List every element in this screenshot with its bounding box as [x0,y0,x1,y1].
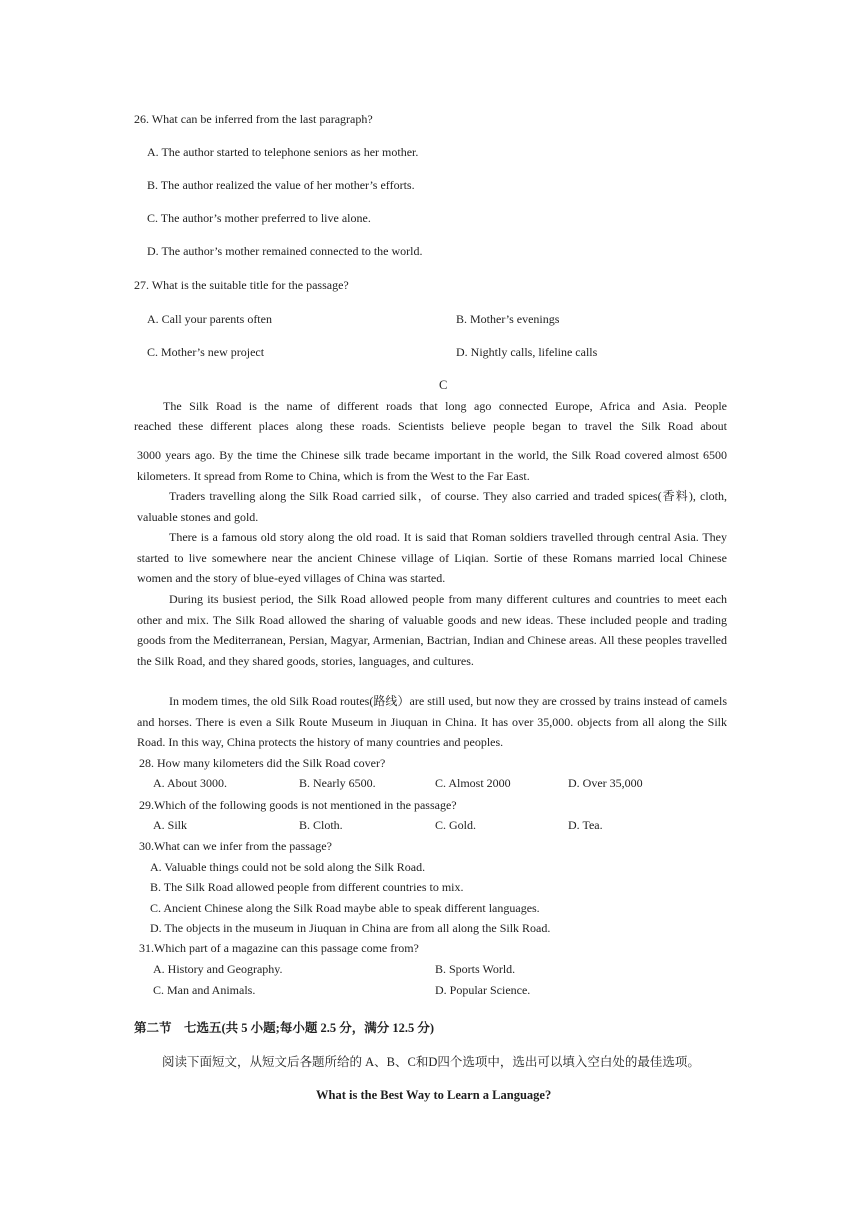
section2-heading: 第二节 七选五(共 5 小题;每小题 2.5 分，满分 12.5 分) [134,1021,434,1035]
q31-stem: 31.Which part of a magazine can this passage come from? [139,941,419,955]
q31-option-c: C. Man and Animals. [153,983,256,997]
section2-passage-title: What is the Best Way to Learn a Language? [316,1088,552,1102]
q29-option-a: A. Silk [153,818,188,832]
q27-option-d: D. Nightly calls, lifeline calls [456,345,598,359]
q31-option-b: B. Sports World. [435,962,516,976]
q26-option-c: C. The author’s mother preferred to live alone. [147,211,371,225]
passage-p1-cont: 3000 years ago. By the time the Chinese silk trade became important in the world, the Silk Road covered almost 6500 kilometers. It spread from Rome to China, which is from the West to the Far East. [137,448,727,483]
passage-p1-line2: reached these different places along these roads. Scientists believe people began to travel the Silk Road about [134,419,727,433]
q29-option-b: B. Cloth. [299,818,343,832]
passage-p5: In modem times, the old Silk Road routes(路线）are still used, but now they are crossed by trains instead of camels and horses. There is even a Silk Route Museum in Jiuquan in China. It has over 35,000. objects from all along the Silk Road. In this way, China protects the history of many countries and peoples. [137,694,727,749]
q26-stem: 26. What can be inferred from the last paragraph? [134,112,373,126]
q29-option-d: D. Tea. [568,818,603,832]
passage-p4: During its busiest period, the Silk Road allowed people from many different cultures and countries to meet each other and mix. The Silk Road allowed the sharing of valuable goods and new ideas. These included people and trading goods from the Mediterranean, Persian, Magyar, Armenian, Bactrian, Indian and Chinese areas. All these peoples travelled the Silk Road, and they shared goods, stories, languages, and cultures. [137,592,727,668]
q30-option-c: C. Ancient Chinese along the Silk Road maybe able to speak different languages. [150,901,540,915]
q29-stem: 29.Which of the following goods is not mentioned in the passage? [139,798,457,812]
q31-option-a: A. History and Geography. [153,962,283,976]
q27-option-a: A. Call your parents often [147,312,272,326]
passage-p3: There is a famous old story along the old road. It is said that Roman soldiers travelled through central Asia. They started to live somewhere near the ancient Chinese village of Liqian. Sortie of these Romans married local Chinese women and the story of blue-eyed villages of China was started. [137,530,727,585]
q31-option-d: D. Popular Science. [435,983,531,997]
q28-option-b: B. Nearly 6500. [299,776,376,790]
passage-letter: C [439,378,448,392]
q27-option-b: B. Mother’s evenings [456,312,560,326]
section2-instruction: 阅读下面短文，从短文后各题所给的 A、B、C和D四个选项中，选出可以填入空白处的最佳选项。 [162,1055,700,1069]
q27-option-c: C. Mother’s new project [147,345,265,359]
q28-stem: 28. How many kilometers did the Silk Road cover? [139,756,386,770]
q29-option-c: C. Gold. [435,818,477,832]
q30-option-a: A. Valuable things could not be sold along the Silk Road. [150,860,426,874]
q30-option-d: D. The objects in the museum in Jiuquan in China are from all along the Silk Road. [150,921,551,935]
q26-option-d: D. The author’s mother remained connected to the world. [147,244,423,258]
passage-p2: Traders travelling along the Silk Road carried silk，of course. They also carried and traded spices(香料), cloth, valuable stones and gold. [137,489,727,524]
passage-p1-line1: The Silk Road is the name of different roads that long ago connected Europe, Africa and Asia. People [163,399,727,413]
q28-option-a: A. About 3000. [153,776,228,790]
q27-stem: 27. What is the suitable title for the passage? [134,278,349,292]
q30-option-b: B. The Silk Road allowed people from different countries to mix. [150,880,464,894]
q30-stem: 30.What can we infer from the passage? [139,839,332,853]
q28-option-c: C. Almost 2000 [435,776,511,790]
q28-option-d: D. Over 35,000 [568,776,643,790]
q26-option-a: A. The author started to telephone seniors as her mother. [147,145,419,159]
q26-option-b: B. The author realized the value of her mother’s efforts. [147,178,415,192]
